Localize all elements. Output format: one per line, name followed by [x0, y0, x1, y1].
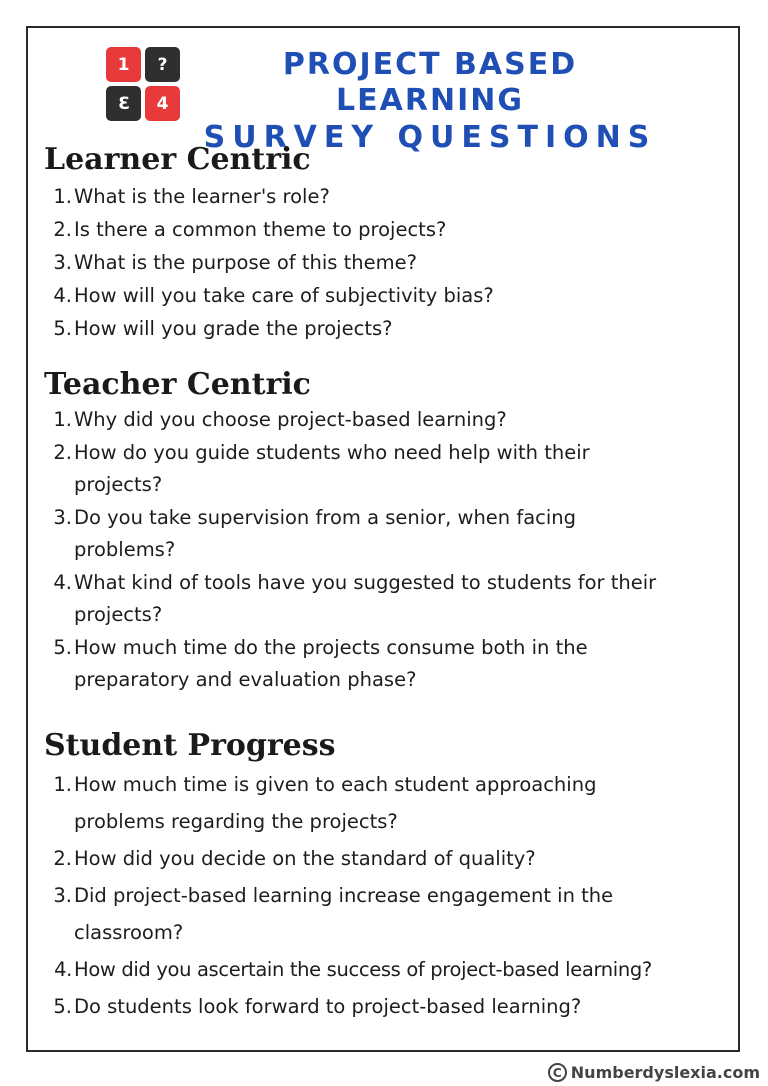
item-number: 4.	[53, 284, 72, 307]
item-text: How much time do the projects consume both in the preparatory and evaluation phase?	[74, 635, 588, 691]
section-heading: Learner Centric	[44, 142, 311, 177]
item-number: 2.	[53, 440, 72, 464]
logo-tile-4: 4	[145, 86, 180, 121]
logo-tile-2: ?	[145, 47, 180, 82]
list-item	[48, 181, 734, 214]
logo-icon	[106, 47, 182, 123]
item-number: 3.	[53, 251, 72, 274]
section-student-progress	[44, 728, 734, 1025]
item-text: Is there a common theme to projects?	[74, 218, 447, 241]
list-item	[48, 502, 734, 567]
question-list	[44, 181, 734, 346]
item-number: 1.	[53, 408, 72, 431]
item-number: 3.	[53, 884, 72, 907]
title-line-2: SURVEY QUESTIONS	[203, 120, 657, 155]
list-item	[48, 214, 734, 247]
section-teacher-centric	[44, 367, 734, 697]
item-number: 2.	[53, 218, 72, 241]
title-line-1: PROJECT BASED LEARNING	[282, 47, 578, 118]
section-heading: Teacher Centric	[44, 367, 311, 402]
list-item	[48, 404, 734, 437]
item-number: 5.	[53, 635, 72, 659]
site-name: Numberdyslexia.com	[570, 1063, 760, 1082]
item-number: 3.	[53, 505, 72, 529]
section-learner-centric	[44, 142, 734, 346]
item-text: How did you decide on the standard of quality?	[74, 847, 536, 870]
item-text: How much time is given to each student approaching problems regarding the projects?	[74, 773, 597, 833]
item-number: 1.	[53, 773, 72, 796]
item-number: 5.	[53, 317, 72, 340]
list-item	[48, 988, 734, 1025]
item-text: What is the purpose of this theme?	[74, 251, 417, 274]
question-list	[44, 404, 734, 697]
list-item	[48, 280, 734, 313]
list-item	[48, 567, 734, 632]
item-text: What is the learner's role?	[74, 185, 330, 208]
item-text: How will you take care of subjectivity bias?	[74, 284, 494, 307]
item-number: 4.	[54, 958, 72, 981]
item-number: 4.	[53, 570, 72, 594]
item-text: Did project-based learning increase engagement in the classroom?	[74, 884, 614, 944]
section-heading: Student Progress	[44, 728, 336, 763]
item-text: Do students look forward to project-based learning?	[74, 995, 582, 1018]
copyright-icon: C	[548, 1063, 567, 1082]
item-text: Why did you choose project-based learning?	[74, 408, 507, 431]
item-text: How do you guide students who need help with their projects?	[74, 440, 590, 496]
list-item	[48, 840, 734, 877]
question-list	[44, 766, 734, 1025]
header	[106, 47, 706, 155]
logo-tile-1: 1	[106, 47, 141, 82]
item-text: Do you take supervision from a senior, when facing problems?	[74, 505, 577, 561]
list-item	[48, 437, 734, 502]
list-item	[48, 877, 734, 951]
item-text: What kind of tools have you suggested to students for their projects?	[74, 570, 657, 626]
logo-tile-3: 3	[106, 86, 141, 121]
item-text: How will you grade the projects?	[74, 317, 393, 340]
item-text: How did you ascertain the success of project-based learning?	[74, 958, 652, 981]
list-item	[48, 766, 734, 840]
item-number: 2.	[53, 847, 72, 870]
copyright-notice	[548, 1063, 760, 1082]
list-item	[48, 951, 734, 988]
item-number: 1.	[53, 185, 72, 208]
list-item	[48, 632, 734, 697]
page-title	[190, 47, 670, 157]
item-number: 5.	[53, 995, 72, 1018]
list-item	[48, 247, 734, 280]
list-item	[48, 313, 734, 346]
